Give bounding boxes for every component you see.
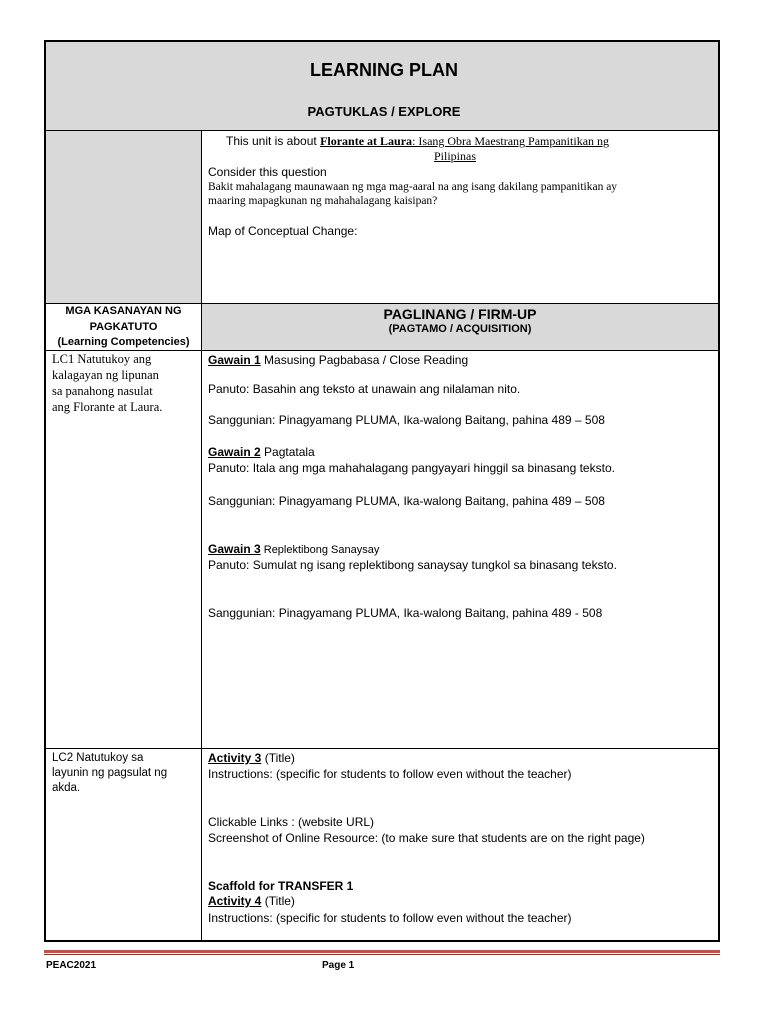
gawain2-label: Gawain 2 — [208, 445, 261, 459]
map-label: Map of Conceptual Change: — [208, 224, 358, 238]
unit-title: Florante at Laura — [320, 134, 413, 148]
footer-rule — [44, 950, 720, 953]
activity3-screenshot: Screenshot of Online Resource: (to make sure that students are on the right page) — [208, 831, 645, 845]
lc2-line3: akda. — [52, 782, 81, 794]
activity3-title: (Title) — [261, 751, 295, 765]
gawain3-sanggunian: Sanggunian: Pinagyamang PLUMA, Ika-walong Baitang, pahina 489 - 508 — [208, 606, 603, 620]
lc1-line2: kalagayan ng lipunan — [52, 368, 159, 382]
gawain2-panuto: Panuto: Itala ang mga mahahalagang pangyayari hinggil sa binasang teksto. — [208, 461, 615, 475]
section-title-explore: PAGTUKLAS / EXPLORE — [307, 104, 461, 119]
lc2-line2: layunin ng pagsulat ng — [52, 767, 168, 779]
firmup-subtitle: (PAGTAMO / ACQUISITION) — [388, 323, 532, 335]
lc1-line1: LC1 Natutukoy ang — [52, 352, 152, 366]
activity4-heading — [208, 893, 295, 909]
lc2-line1: LC2 Natutukoy sa — [52, 752, 144, 764]
essential-question-line2: maaring mapagkunan ng mahahalagang kaisipan? — [208, 195, 438, 207]
gawain1-title: Masusing Pagbabasa / Close Reading — [260, 353, 469, 367]
lc1-line4: ang Florante at Laura. — [52, 400, 163, 414]
gawain3-label: Gawain 3 — [208, 542, 261, 556]
essential-question-line1: Bakit mahalagang maunawaan ng mga mag-aaral na ang isang dakilang pampanitikan ay — [208, 181, 618, 193]
competencies-header-line2: PAGKATUTO — [89, 321, 158, 333]
activity4-title: (Title) — [261, 894, 295, 908]
activity3-instructions: Instructions: (specific for students to follow even without the teacher) — [208, 767, 572, 781]
page-title: LEARNING PLAN — [310, 60, 458, 80]
gawain1-sanggunian: Sanggunian: Pinagyamang PLUMA, Ika-walong Baitang, pahina 489 – 508 — [208, 413, 605, 427]
footer-rule-thin — [44, 954, 720, 955]
gawain3-heading — [208, 541, 379, 558]
firmup-title: PAGLINANG / FIRM-UP — [383, 306, 537, 322]
page-number: Page 1 — [322, 960, 355, 971]
activity4-instructions: Instructions: (specific for students to follow even without the teacher) — [208, 911, 572, 925]
unit-statement — [226, 133, 609, 149]
divider — [46, 350, 718, 351]
competencies-header-line3: (Learning Competencies) — [57, 336, 190, 348]
divider — [201, 130, 202, 941]
gawain1-panuto: Panuto: Basahin ang teksto at unawain ang nilalaman nito. — [208, 382, 521, 396]
unit-title-rest: : Isang Obra Maestrang Pampanitikan ng — [412, 134, 610, 148]
activity3-links: Clickable Links : (website URL) — [208, 815, 375, 829]
activity3-label: Activity 3 — [208, 751, 262, 765]
unit-prefix: This unit is about — [226, 134, 321, 148]
activity4-label: Activity 4 — [208, 894, 262, 908]
gawain1-heading — [208, 352, 468, 368]
footer-left: PEAC2021 — [46, 960, 97, 971]
gawain3-panuto: Panuto: Sumulat ng isang replektibong sanaysay tungkol sa binasang teksto. — [208, 558, 617, 572]
gawain2-sanggunian: Sanggunian: Pinagyamang PLUMA, Ika-walong Baitang, pahina 489 – 508 — [208, 494, 605, 508]
gawain1-label: Gawain 1 — [208, 353, 261, 367]
competencies-header-line1: MGA KASANAYAN NG — [65, 305, 182, 317]
gawain2-title: Pagtatala — [260, 445, 315, 459]
unit-title-line2: Pilipinas — [434, 149, 477, 163]
gawain3-title: Replektibong Sanaysay — [260, 544, 380, 556]
activity3-heading — [208, 750, 295, 766]
question-label: Consider this question — [208, 165, 327, 179]
explore-left-cell — [46, 131, 201, 303]
gawain2-heading — [208, 444, 315, 460]
lc1-line3: sa panahong nasulat — [52, 384, 153, 398]
divider — [46, 748, 718, 749]
scaffold-heading: Scaffold for TRANSFER 1 — [208, 879, 354, 893]
